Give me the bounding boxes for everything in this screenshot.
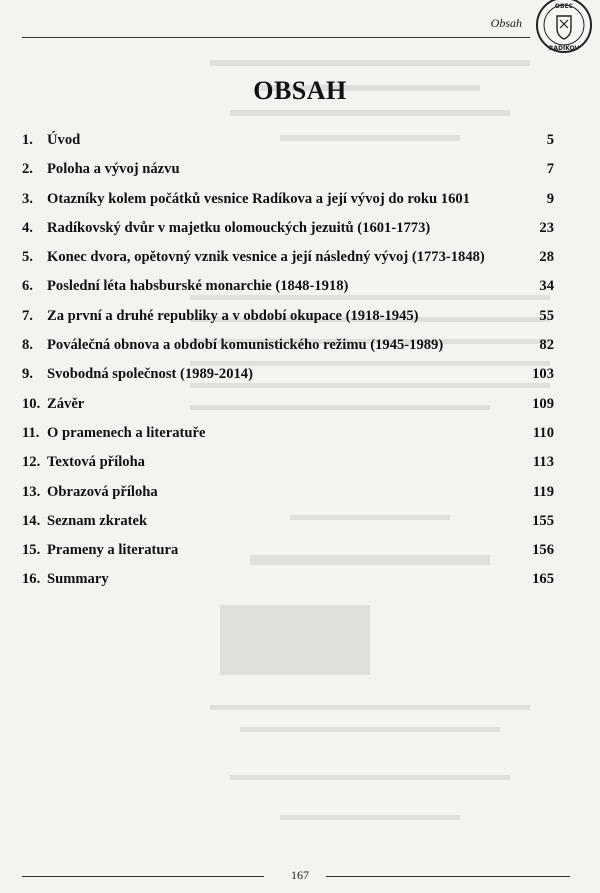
toc-entry-number: 7. bbox=[22, 307, 33, 324]
header-rule bbox=[22, 37, 530, 38]
toc-entry-number: 5. bbox=[22, 249, 33, 266]
toc-entry[interactable] bbox=[22, 571, 554, 600]
toc-entry[interactable] bbox=[22, 191, 554, 220]
toc-entry-number: 6. bbox=[22, 278, 33, 295]
toc-entry-page: 34 bbox=[539, 278, 554, 295]
toc-entry-number: 13. bbox=[22, 483, 41, 500]
toc-entry-label: Poválečná obnova a období komunistického režimu (1945-1989) bbox=[47, 337, 444, 354]
page-title: OBSAH bbox=[253, 76, 347, 105]
toc-entry-label: Za první a druhé republiky a v období okupace (1918-1945) bbox=[47, 307, 419, 324]
toc-entry[interactable] bbox=[22, 425, 554, 454]
toc-entry-label: Radíkovský dvůr v majetku olomouckých jezuitů (1601-1773) bbox=[47, 219, 431, 236]
toc-entry-page: 82 bbox=[539, 337, 554, 354]
toc-entry-label: Úvod bbox=[47, 132, 81, 148]
toc-entry-page: 23 bbox=[539, 219, 554, 236]
toc-entry-label: Obrazová příloha bbox=[47, 483, 158, 500]
toc-entry-page: 155 bbox=[532, 512, 554, 529]
toc-entry-label: Textová příloha bbox=[47, 454, 145, 471]
toc-entry-page: 165 bbox=[532, 571, 554, 588]
toc-entry-number: 8. bbox=[22, 337, 33, 354]
toc-entry-page: 5 bbox=[546, 132, 554, 148]
toc-entry[interactable] bbox=[22, 396, 554, 425]
toc-entry-number: 16. bbox=[22, 571, 41, 588]
toc-entry[interactable] bbox=[22, 454, 554, 483]
toc-entry-label: Poslední léta habsburské monarchie (1848-1918) bbox=[47, 278, 349, 295]
toc-entry-label: Konec dvora, opětovný vznik vesnice a její následný vývoj (1773-1848) bbox=[47, 249, 485, 266]
page-number: 167 bbox=[291, 868, 309, 882]
toc-entry-number: 2. bbox=[22, 161, 33, 178]
toc-entry-page: 156 bbox=[532, 542, 554, 559]
toc-entry[interactable] bbox=[22, 249, 554, 278]
toc-entry-label: Seznam zkratek bbox=[47, 512, 148, 529]
toc-entry-number: 10. bbox=[22, 395, 41, 412]
toc-entry-page: 9 bbox=[546, 190, 554, 207]
toc-entry[interactable] bbox=[22, 161, 554, 190]
toc-entry-page: 55 bbox=[539, 307, 554, 324]
toc-entry-label: Prameny a literatura bbox=[47, 542, 179, 559]
toc-entry[interactable] bbox=[22, 484, 554, 513]
toc-entry-number: 9. bbox=[22, 366, 33, 383]
svg-text:OBEC: OBEC bbox=[554, 3, 574, 10]
toc-entry[interactable] bbox=[22, 220, 554, 249]
toc-entry-number: 1. bbox=[22, 132, 33, 148]
toc-entry[interactable] bbox=[22, 513, 554, 542]
toc-entry-number: 14. bbox=[22, 512, 41, 529]
toc-entry[interactable] bbox=[22, 366, 554, 395]
toc-entry-label: Summary bbox=[47, 571, 109, 588]
toc-entry-number: 15. bbox=[22, 542, 41, 559]
toc-entry-page: 113 bbox=[532, 454, 554, 471]
toc-entry-label: O pramenech a literatuře bbox=[47, 424, 206, 441]
toc-entry-number: 12. bbox=[22, 454, 41, 471]
toc-entry-page: 7 bbox=[546, 161, 554, 178]
municipal-seal-logo bbox=[535, 0, 593, 54]
toc-entry[interactable] bbox=[22, 278, 554, 307]
svg-text:RADÍKOV: RADÍKOV bbox=[548, 45, 580, 52]
toc-entry-page: 28 bbox=[539, 249, 554, 266]
toc-entry-page: 110 bbox=[532, 424, 554, 441]
toc-entry[interactable] bbox=[22, 337, 554, 366]
toc-entry-label: Závěr bbox=[47, 395, 85, 412]
toc-entry-page: 119 bbox=[532, 483, 554, 500]
toc-entry-label: Poloha a vývoj názvu bbox=[47, 161, 180, 178]
toc-entry-number: 4. bbox=[22, 219, 33, 236]
toc-entry[interactable] bbox=[22, 542, 554, 571]
toc-entry-number: 11. bbox=[22, 424, 40, 441]
toc-entry[interactable] bbox=[22, 308, 554, 337]
toc-entry-page: 109 bbox=[532, 395, 554, 412]
footer-rule-right bbox=[326, 876, 570, 877]
toc-entry-page: 103 bbox=[532, 366, 554, 383]
toc-entry-number: 3. bbox=[22, 190, 33, 207]
table-of-contents bbox=[22, 132, 554, 601]
running-header-title: Obsah bbox=[490, 16, 522, 30]
toc-entry-label: Otazníky kolem počátků vesnice Radíkova a její vývoj do roku 1601 bbox=[47, 190, 470, 207]
toc-entry[interactable] bbox=[22, 132, 554, 161]
toc-entry-label: Svobodná společnost (1989-2014) bbox=[47, 366, 253, 383]
